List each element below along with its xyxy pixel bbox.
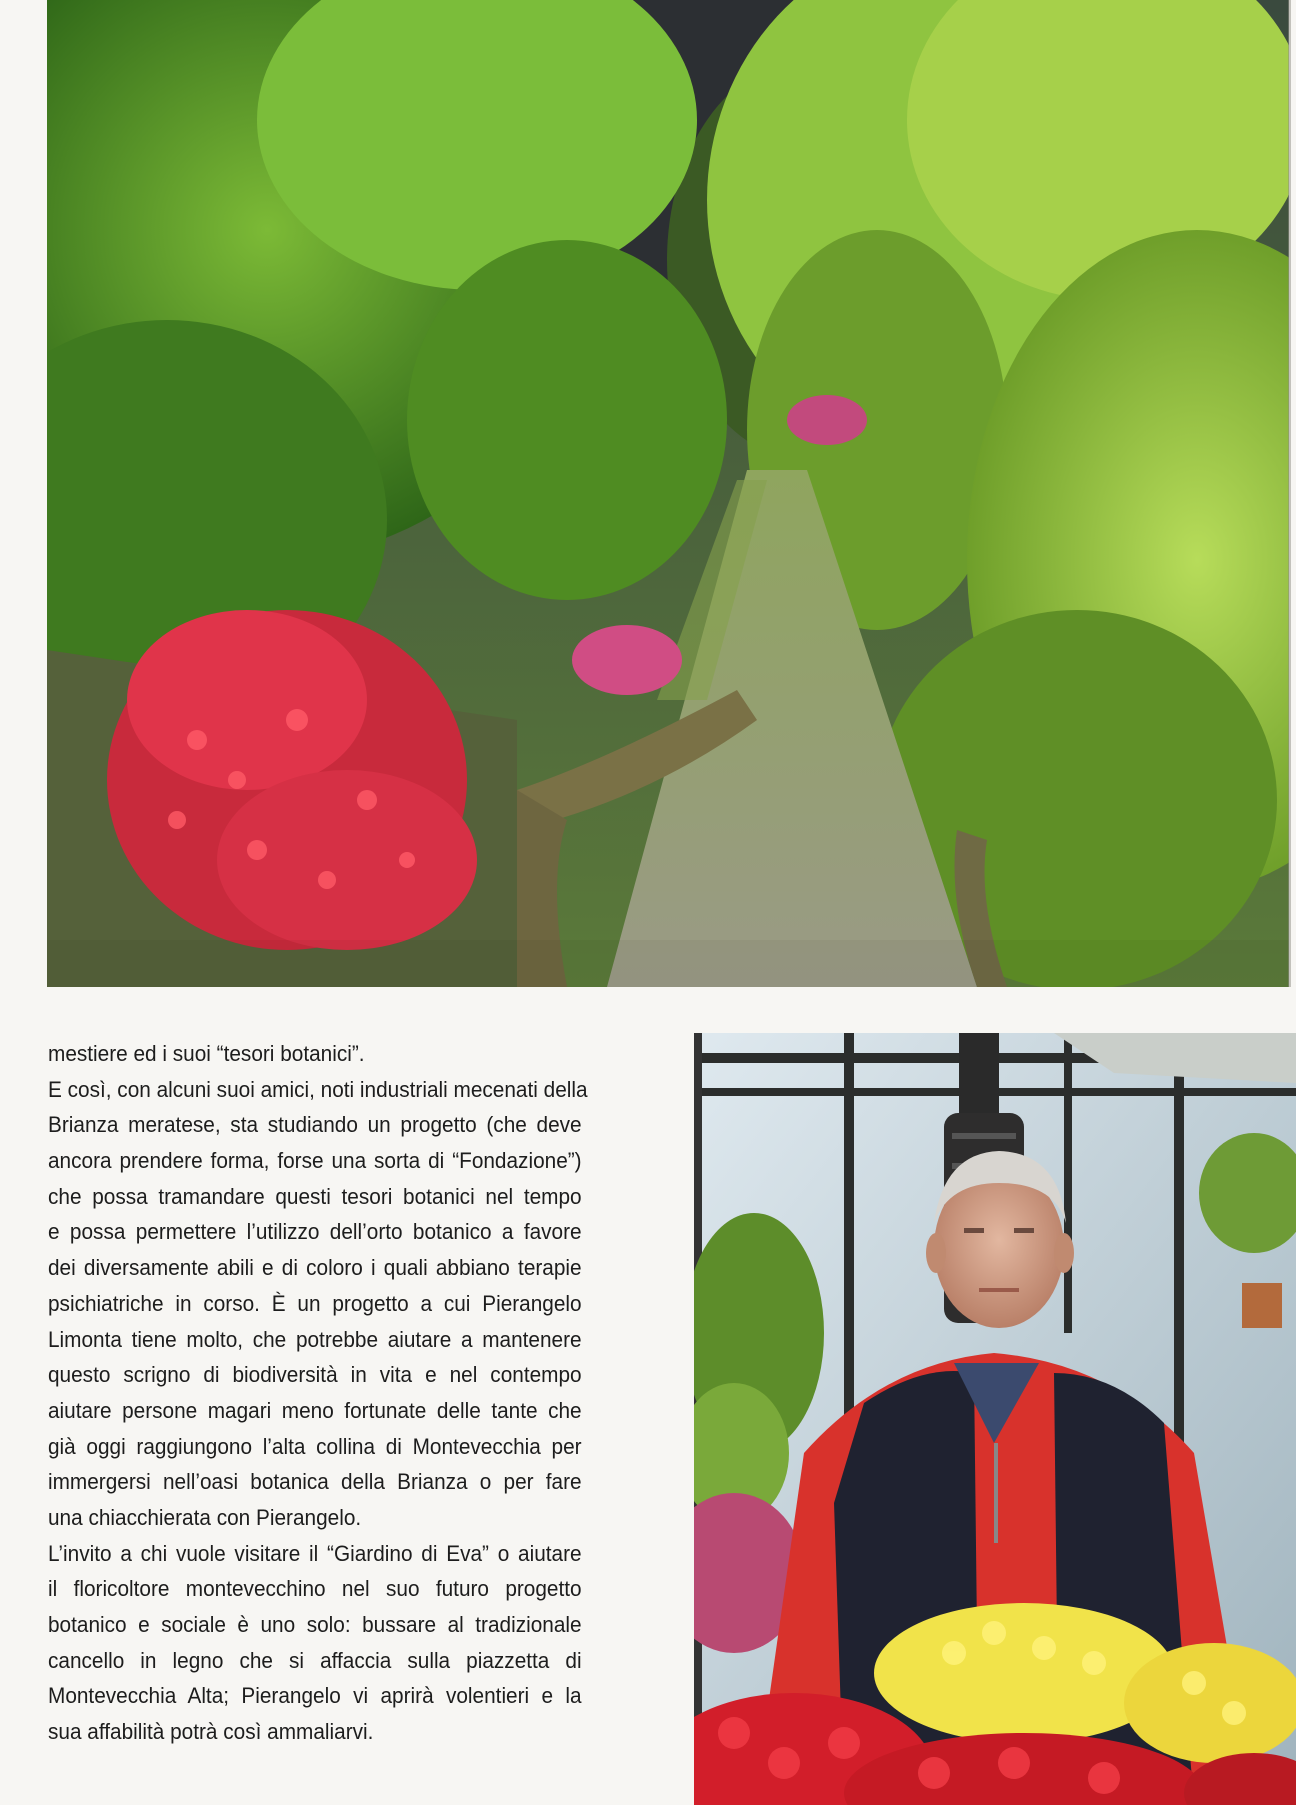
garden-path-photo: [47, 0, 1289, 987]
article-line: aiutare persone magari meno fortunate delle tante che: [48, 1397, 582, 1423]
portrait-greenhouse-photo: [694, 1033, 1296, 1805]
article-line: il floricoltore montevecchino nel suo futuro progetto: [48, 1576, 582, 1602]
article-line: psichiatriche in corso. È un progetto a cui Pierangelo: [48, 1290, 582, 1316]
page-edge: [1288, 0, 1291, 987]
article-line: sua affabilità potrà così ammaliarvi.: [48, 1719, 374, 1745]
article-line: questo scrigno di biodiversità in vita e nel contempo: [48, 1362, 582, 1388]
article-line: mestiere ed i suoi “tesori botanici”.: [48, 1041, 365, 1066]
article-line: già oggi raggiungono l’alta collina di Montevecchia per: [48, 1433, 582, 1459]
article-line: botanico e sociale è uno solo: bussare al tradizionale: [48, 1612, 582, 1637]
article-line: immergersi nell’oasi botanica della Brianza o per fare: [48, 1469, 582, 1495]
article-line: Montevecchia Alta; Pierangelo vi aprirà volentieri e la: [48, 1683, 582, 1709]
article-line: dei diversamente abili e di coloro i quali abbiano terapie: [48, 1255, 582, 1281]
article-line: E così, con alcuni suoi amici, noti industriali mecenati della: [48, 1076, 588, 1102]
article-line: Brianza meratese, sta studiando un progetto (che deve: [48, 1112, 582, 1138]
article-text: [48, 1036, 588, 1750]
article-line: ancora prendere forma, forse una sorta di “Fondazione”): [48, 1148, 582, 1174]
garden-path-illustration: [47, 0, 1289, 987]
article-line: e possa permettere l’utilizzo dell’orto botanico a favore: [48, 1219, 582, 1245]
article-line: L’invito a chi vuole visitare il “Giardino di Eva” o aiutare: [48, 1540, 582, 1566]
article-line: che possa tramandare questi tesori botanici nel tempo: [48, 1183, 582, 1209]
article-line: una chiacchierata con Pierangelo.: [48, 1504, 362, 1530]
article-line: cancello in legno che si affaccia sulla piazzetta di: [48, 1647, 582, 1673]
article-line: Limonta tiene molto, che potrebbe aiutare a mantenere: [48, 1326, 582, 1352]
portrait-illustration: [694, 1033, 1296, 1805]
